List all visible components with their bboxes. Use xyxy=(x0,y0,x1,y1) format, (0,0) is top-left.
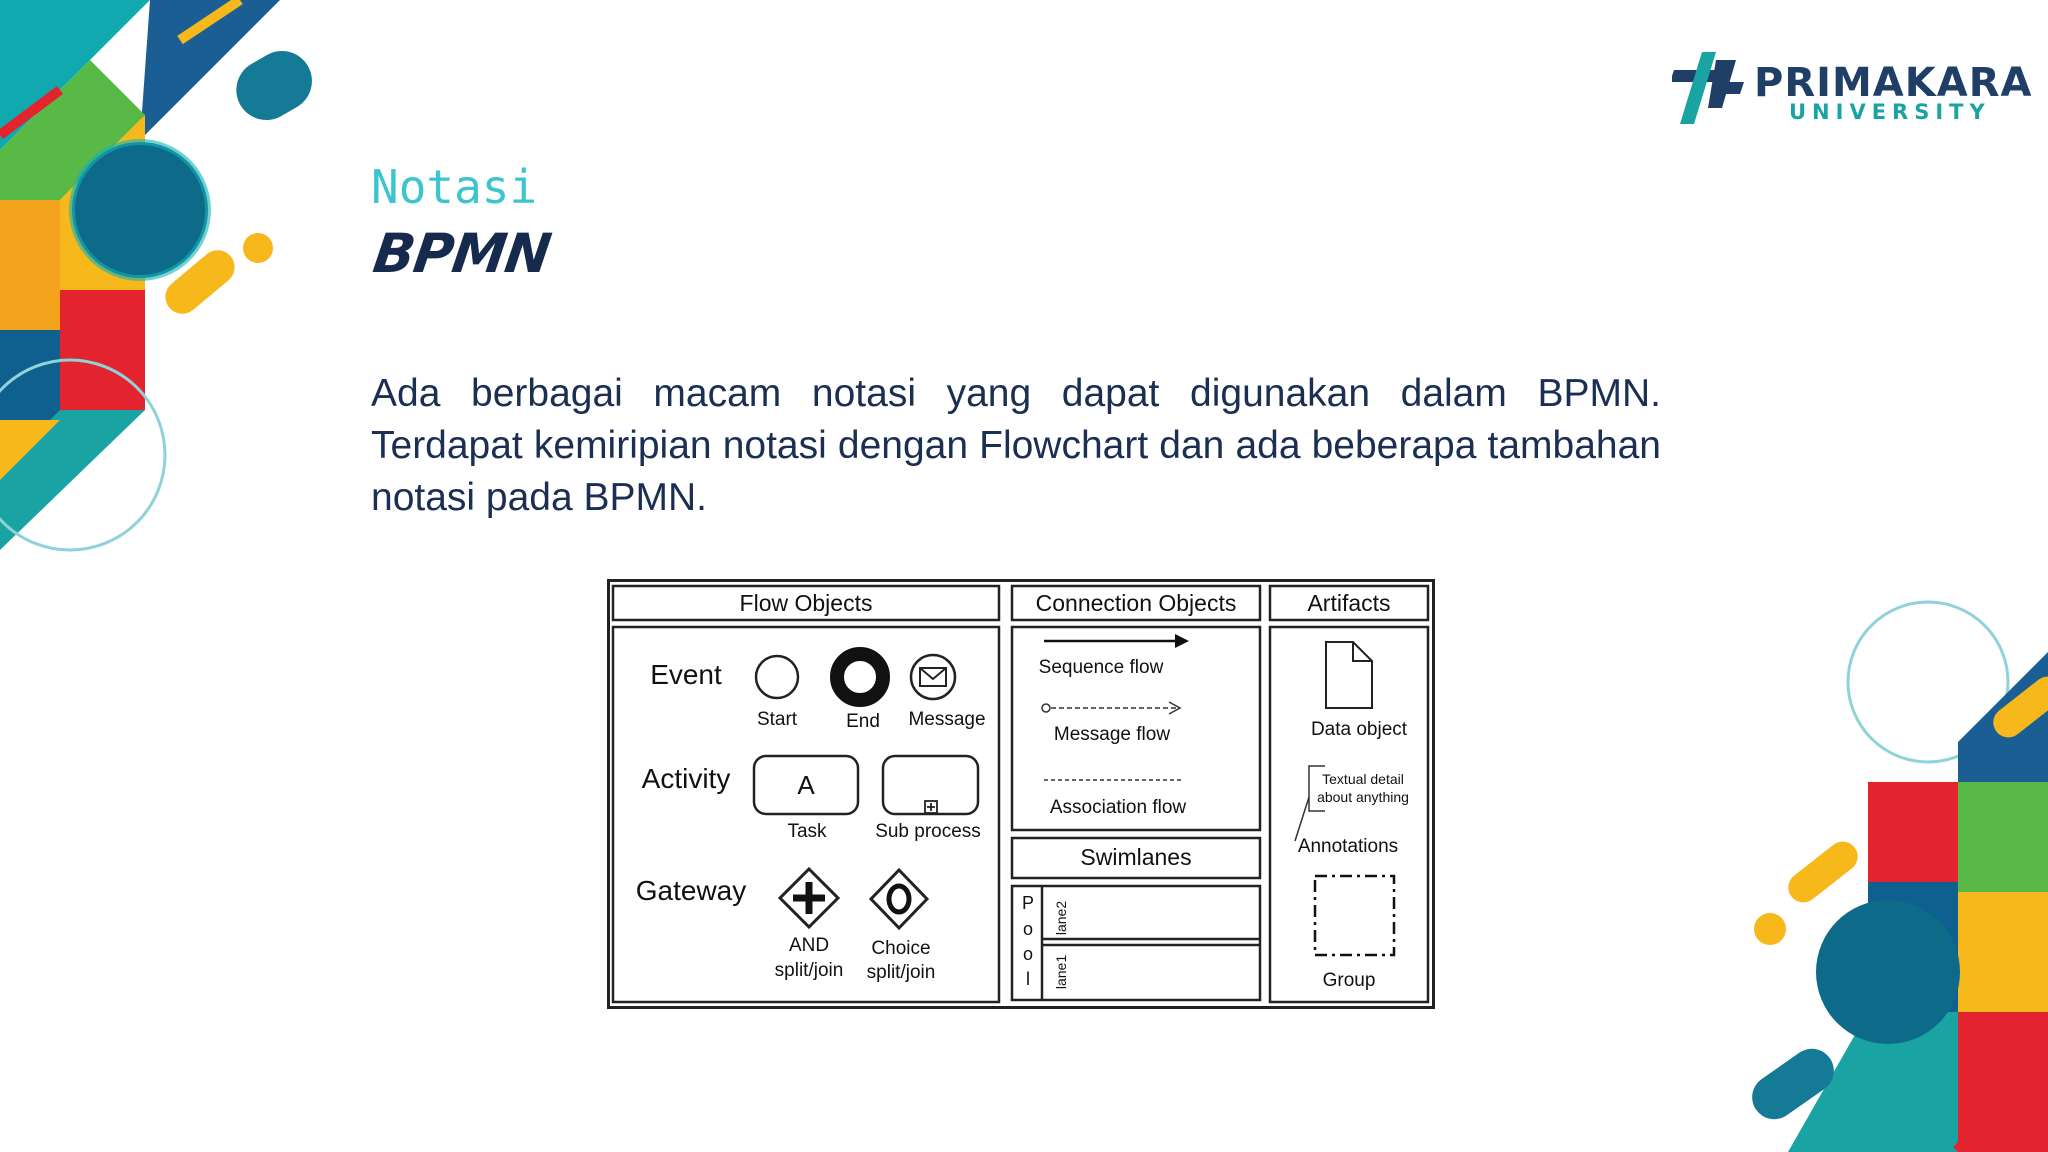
pool-letter-o1: o xyxy=(1022,919,1034,939)
event-label: Event xyxy=(650,659,722,690)
message-flow-start-icon xyxy=(1042,704,1050,712)
connection-objects-header: Connection Objects xyxy=(1035,590,1237,616)
logo-name: PRIMAKARA xyxy=(1754,60,2033,106)
annotation-text-line1: Textual detail xyxy=(1322,771,1404,787)
group-label: Group xyxy=(1322,970,1376,991)
choice-gateway-label-2: split/join xyxy=(866,962,936,983)
lane1-label: lane1 xyxy=(1053,954,1069,990)
association-flow-label: Association flow xyxy=(1049,797,1187,818)
swimlanes-header: Swimlanes xyxy=(1080,844,1192,870)
page-title-line2: BPMN xyxy=(369,222,555,285)
end-event-label: End xyxy=(846,711,880,732)
task-letter: A xyxy=(797,770,815,800)
page-title-line1: Notasi xyxy=(371,160,538,214)
activity-label: Activity xyxy=(641,763,731,794)
and-gateway-label-2: split/join xyxy=(774,960,844,981)
lane2-label: lane2 xyxy=(1053,900,1069,936)
message-flow-label: Message flow xyxy=(1053,724,1171,745)
start-event-label: Start xyxy=(756,709,798,730)
data-object-label: Data object xyxy=(1310,719,1408,740)
choice-gateway-label-1: Choice xyxy=(871,938,931,959)
decorative-shapes-left xyxy=(0,0,330,560)
primakara-logo-mark xyxy=(1672,52,1746,126)
annotation-text-line2: about anything xyxy=(1317,789,1409,805)
message-event-label: Message xyxy=(908,709,986,730)
university-logo xyxy=(1672,52,2033,132)
gateway-label: Gateway xyxy=(635,875,747,906)
pool-letter-o2: o xyxy=(1022,944,1034,964)
flow-objects-header: Flow Objects xyxy=(739,590,873,616)
annotations-label: Annotations xyxy=(1297,836,1399,857)
pool-letter-p: P xyxy=(1021,893,1035,913)
decorative-shapes-right xyxy=(1728,592,2048,1152)
artifacts-header: Artifacts xyxy=(1307,590,1391,616)
task-label: Task xyxy=(787,821,827,842)
bpmn-notation-figure xyxy=(607,579,1435,1014)
sub-process-label: Sub process xyxy=(875,821,981,842)
sequence-flow-label: Sequence flow xyxy=(1038,657,1164,678)
logo-subtitle: UNIVERSITY xyxy=(1789,100,1991,124)
body-paragraph: Ada berbagai macam notasi yang dapat digunakan dalam BPMN. Terdapat kemiripian notasi dengan Flowchart dan ada beberapa tambahan notasi pada BPMN. xyxy=(371,372,1661,519)
and-gateway-label-1: AND xyxy=(788,935,830,956)
pool-letter-l: l xyxy=(1026,969,1030,989)
